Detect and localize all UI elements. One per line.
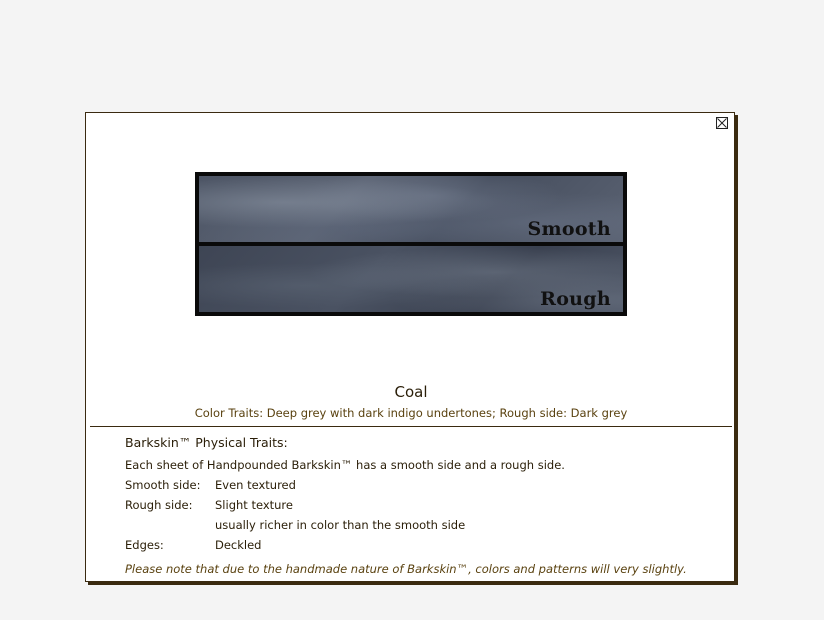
physical-traits-heading: Barkskin™ Physical Traits: [125,435,288,450]
product-title: Coal [394,383,428,401]
trait-row [125,518,465,532]
traits-intro: Each sheet of Handpounded Barkskin™ has a smooth side and a rough side. [125,458,565,472]
trait-row [125,478,296,492]
handmade-note: Please note that due to the handmade nature of Barkskin™, colors and patterns will very slightly. [125,562,687,576]
rough-label: Rough [540,288,611,310]
trait-label: Edges: [125,538,164,552]
divider [90,426,732,427]
smooth-side-swatch [199,176,623,242]
trait-row [125,498,293,512]
smooth-label: Smooth [527,218,611,240]
trait-label: Rough side: [125,498,193,512]
trait-label: Smooth side: [125,478,201,492]
trait-value: usually richer in color than the smooth side [215,518,466,532]
trait-value: Even textured [215,478,296,492]
close-button[interactable] [716,117,728,129]
product-detail-modal [85,112,735,582]
trait-row [125,538,261,552]
color-traits: Color Traits: Deep grey with dark indigo undertones; Rough side: Dark grey [194,406,628,420]
paper-swatch-image [195,172,627,316]
trait-value: Deckled [215,538,262,552]
trait-value: Slight texture [215,498,293,512]
close-icon [717,118,727,128]
rough-side-swatch [199,246,623,312]
